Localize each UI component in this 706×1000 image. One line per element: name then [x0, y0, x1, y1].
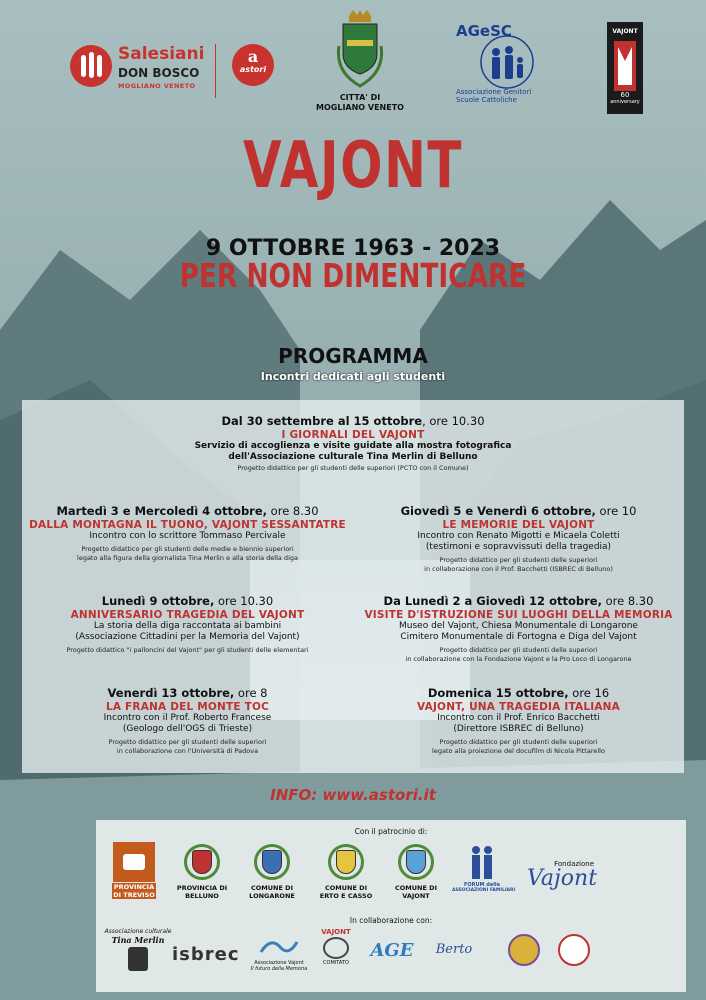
event-desc-1: Museo del Vajont, Chiesa Monumentale di Longarone [399, 621, 638, 631]
partner-circle-icon [508, 934, 540, 966]
event-note-1: Progetto didattico per gli studenti delle superiori [108, 738, 267, 746]
event-note-2: legato alla proiezione del docufilm di Nicola Pittarello [432, 747, 605, 755]
city-label-1: CITTA' DI [339, 93, 381, 102]
event-note-2: legato alla figura della giornalista Tina Merlin e alla storia della diga [77, 554, 298, 562]
event-desc-1: La storia della diga raccontata ai bambini [93, 621, 282, 631]
comitato-emblem-icon [323, 937, 349, 959]
event-date: Lunedì 9 ottobre, [101, 594, 215, 608]
event-date: Venerdì 13 ottobre, [107, 686, 235, 700]
info-label: INFO: [270, 786, 318, 804]
event-date: Giovedì 5 e Venerdì 6 ottobre, [400, 504, 596, 518]
info-line [0, 786, 706, 804]
event-6 [22, 686, 353, 756]
logo-caption-2: DI TREVISO [113, 891, 155, 899]
agesc-name: AGeSC [456, 22, 512, 40]
logo-caption-1: COMUNE DI [325, 884, 367, 892]
collaboration-label: In collaborazione con: [349, 916, 433, 925]
event-time: ore 10 [595, 504, 637, 518]
city-label-2: MOGLIANO VENETO [316, 103, 404, 112]
agesc-logo [456, 22, 556, 112]
logo-fondazione-vajont [522, 860, 602, 890]
header [0, 0, 706, 120]
event-note-1: Progetto didattico per gli studenti delle superiori [439, 556, 598, 564]
astori-name: astori [239, 65, 267, 74]
event-7 [353, 686, 684, 756]
anniversary-top: VAJONT [612, 28, 638, 35]
logo-caption-2: Tina Merlin [111, 935, 165, 945]
event-desc-1: Incontro con Renato Migotti e Micaela Coletti [417, 531, 620, 541]
salesiani-subname: DON BOSCO [118, 66, 200, 80]
logo-caption-2: ERTO E CASSO [319, 892, 373, 900]
logo-caption-2: BELLUNO [185, 892, 219, 900]
event-date: Dal 30 settembre al 15 ottobre [221, 414, 423, 428]
event-2 [22, 504, 353, 563]
logo-provincia-belluno [172, 844, 232, 900]
event-title: ANNIVERSARIO TRAGEDIA DEL VAJONT [70, 609, 305, 621]
event-title: VISITE D'ISTRUZIONE SUI LUOGHI DELLA MEMORIA [364, 609, 673, 621]
event-note-2: in collaborazione con il Prof. Bacchetti (ISBREC di Belluno) [424, 565, 613, 573]
event-title: I GIORNALI DEL VAJONT [281, 429, 425, 441]
event-note-1: Progetto didattico per gli studenti delle superiori (PCTO con il Comune) [237, 464, 469, 472]
city-crest [300, 10, 420, 115]
salesiani-name: Salesiani [118, 44, 205, 64]
logo-caption-1: Berto [435, 942, 473, 957]
event-desc-2: dell'Associazione culturale Tina Merlin di Belluno [228, 452, 478, 462]
logo-partner-circle-1 [504, 934, 544, 966]
event-desc-1: Incontro con il Prof. Enrico Bacchetti [437, 713, 600, 723]
logo-comune-erto-casso [316, 844, 376, 900]
logo-comitato-vajont [314, 928, 358, 966]
event-date: Domenica 15 ottobre, [427, 686, 569, 700]
logo-caption-1: FORUM delle [463, 882, 501, 888]
logo-caption-1: COMUNE DI [251, 884, 293, 892]
event-title: VAJONT, UNA TRAGEDIA ITALIANA [417, 701, 620, 713]
event-time: , ore 10.30 [422, 414, 485, 428]
sponsors-panel [96, 820, 686, 992]
event-time: ore 16 [568, 686, 610, 700]
svg-text:60: 60 [620, 91, 630, 99]
event-4 [22, 594, 353, 655]
event-desc-2: Cimitero Monumentale di Fortogna e Diga del Vajont [400, 632, 637, 642]
anniversary-bottom: anniversary [610, 99, 640, 105]
event-time: ore 8.30 [601, 594, 654, 608]
city-crest-icon [335, 10, 385, 90]
logo-comune-longarone [242, 844, 302, 900]
logo-caption-1: PROVINCIA [113, 883, 155, 891]
program-subtitle: Incontri dedicati agli studenti [260, 370, 446, 383]
event-desc-2: (Associazione Cittadini per la Memoria del Vajont) [75, 632, 300, 642]
logo-forum-famiglie [452, 844, 516, 894]
longarone-crest-icon [254, 844, 290, 880]
event-time: ore 10.30 [214, 594, 274, 608]
logo-caption-1: isbrec [172, 944, 240, 965]
salesiani-logo [70, 40, 220, 98]
event-note-1: Progetto didattico per gli studenti delle superiori [439, 738, 598, 746]
logo-tina-merlin [102, 928, 174, 971]
event-note-2: in collaborazione con la Fondazione Vajont e la Pro Loco di Longarone [405, 655, 632, 663]
event-1 [22, 414, 684, 473]
tina-merlin-portrait-icon [128, 947, 148, 971]
commemoration-dates: 9 OTTOBRE 1963 - 2023 [205, 236, 501, 261]
event-desc-1: Incontro con lo scrittore Tommaso Percivale [89, 531, 286, 541]
event-date: Da Lunedì 2 a Giovedì 12 ottobre, [383, 594, 602, 608]
page-title: VAJONT [242, 129, 464, 203]
wave-icon [259, 934, 299, 960]
logo-caption-2: VAJONT [402, 892, 430, 900]
logo-caption-1: Associazione culturale [104, 928, 172, 935]
logo-berto [426, 942, 482, 957]
event-desc-2: (Geologo dell'OGS di Trieste) [122, 724, 253, 734]
anniversary-logo [607, 22, 643, 114]
erto-casso-crest-icon [328, 844, 364, 880]
event-title: LA FRANA DEL MONTE TOC [105, 701, 269, 713]
logo-caption-2: ASSOCIAZIONI FAMILIARI [452, 888, 516, 893]
event-3 [353, 504, 684, 574]
logo-associazione-vajont [242, 934, 316, 972]
logo-caption-2: COMITATO [323, 960, 349, 966]
logo-age [366, 940, 418, 961]
salesiani-location: MOGLIANO VENETO [118, 82, 196, 90]
agesc-sub-1: Associazione Genitori [456, 88, 532, 96]
logo-partner-circle-2 [554, 934, 594, 966]
logo-caption-1: Associazione Vajont [254, 960, 304, 966]
treviso-emblem-icon [113, 842, 155, 882]
event-time: ore 8.30 [267, 504, 319, 518]
logo-caption-2: LONGARONE [249, 892, 295, 900]
anniversary-60-icon [612, 41, 638, 99]
event-desc-1: Servizio di accoglienza e visite guidate alla mostra fotografica [194, 441, 512, 451]
logo-caption-2: Vajont [526, 866, 598, 891]
event-desc-2: (testimoni e sopravvissuti della tragedia) [425, 542, 612, 552]
logo-comune-vajont [386, 844, 446, 900]
logo-caption-1: Fondazione [554, 860, 594, 868]
logo-caption-2: Il futuro della Memoria [250, 966, 308, 972]
logo-isbrec [172, 944, 240, 965]
partner-runner-icon [558, 934, 590, 966]
info-url[interactable]: www.astori.it [322, 786, 436, 804]
astori-logo: a astori [232, 44, 274, 86]
motto: PER NON DIMENTICARE [179, 256, 527, 295]
logo-provincia-treviso [104, 842, 164, 899]
salesiani-emblem-icon [70, 45, 112, 87]
belluno-crest-icon [184, 844, 220, 880]
logo-caption-1: COMUNE DI [395, 884, 437, 892]
logo-caption-1: VAJONT [321, 928, 351, 936]
logo-caption-1: AGE [370, 940, 414, 961]
header-divider [215, 44, 216, 98]
agesc-sub-2: Scuole Cattoliche [456, 96, 517, 104]
event-title: DALLA MONTAGNA IL TUONO, VAJONT SESSANTATRE [29, 519, 346, 531]
event-note-2: in collaborazione con l'Università di Padova [116, 747, 259, 755]
family-icon [476, 30, 538, 90]
event-desc-2: (Direttore ISBREC di Belluno) [453, 724, 584, 734]
event-note-1: Progetto didattico "i palloncini del Vajont" per gli studenti delle elementari [66, 646, 309, 654]
forum-family-icon [466, 844, 498, 880]
event-note-1: Progetto didattico per gli studenti delle medie e biennio superiori [81, 545, 294, 553]
event-time: ore 8 [234, 686, 268, 700]
logo-caption-1: PROVINCIA DI [176, 884, 228, 892]
event-date: Martedì 3 e Mercoledì 4 ottobre, [56, 504, 268, 518]
vajont-crest-icon [398, 844, 434, 880]
event-5 [353, 594, 684, 664]
program-panel [22, 400, 684, 773]
event-desc-1: Incontro con il Prof. Roberto Francese [103, 713, 272, 723]
event-note-1: Progetto didattico per gli studenti delle superiori [439, 646, 598, 654]
program-heading: PROGRAMMA [278, 344, 428, 368]
patronage-label: Con il patrocinio di: [354, 827, 428, 836]
event-title: LE MEMORIE DEL VAJONT [442, 519, 595, 531]
